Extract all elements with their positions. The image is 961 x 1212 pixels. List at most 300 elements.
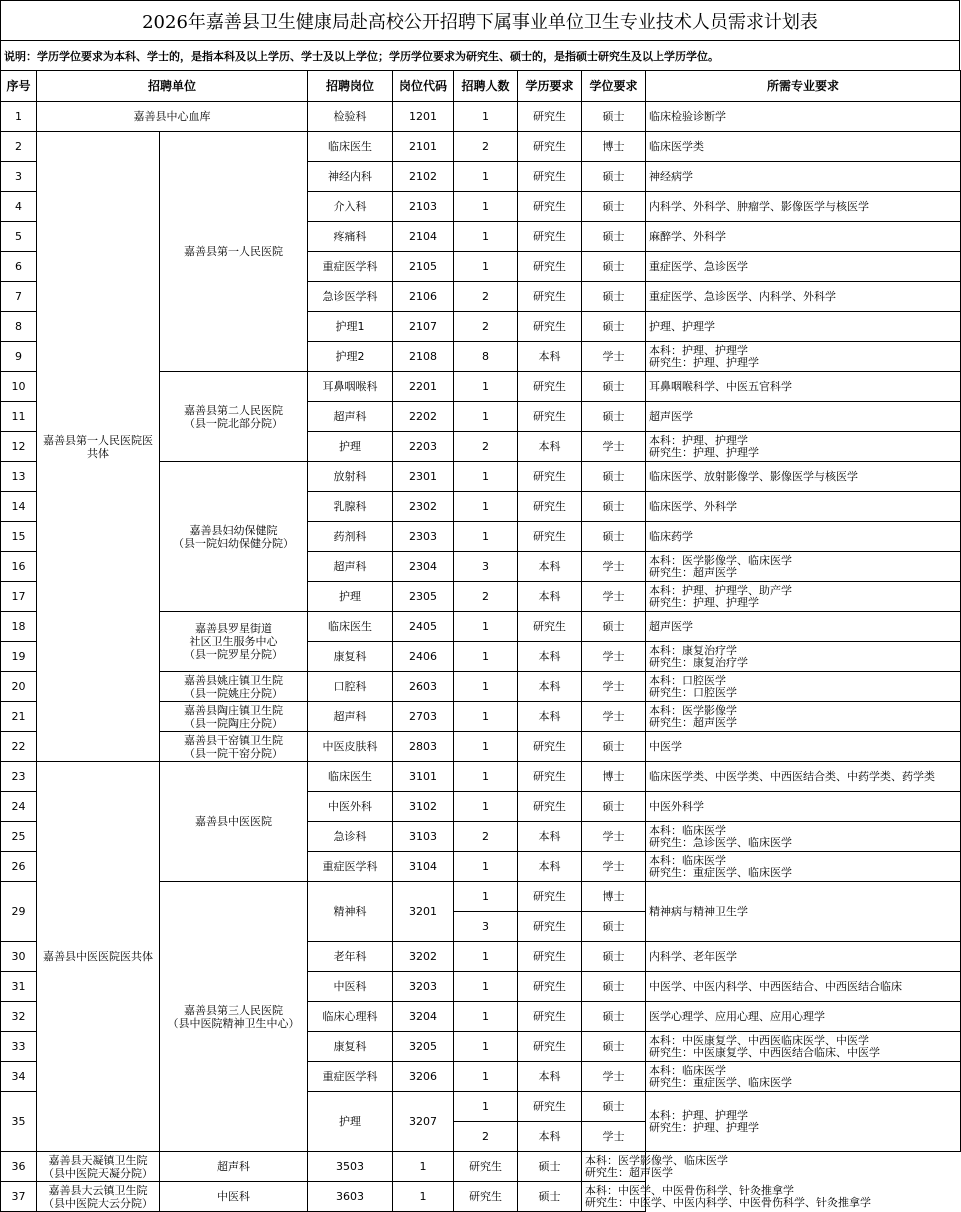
- text-line: 社区卫生服务中心: [189, 635, 278, 648]
- row-seq: 3: [1, 162, 37, 192]
- row-count: 2: [454, 282, 518, 312]
- row-post: 临床心理科: [308, 1002, 393, 1032]
- row-edu: 本科: [518, 822, 582, 852]
- row-code: 3207: [393, 1092, 454, 1152]
- row-edu: 研究生: [518, 222, 582, 252]
- row-degree: 硕士: [582, 492, 646, 522]
- row-code: 3202: [393, 942, 454, 972]
- row-post: 神经内科: [308, 162, 393, 192]
- table-row: [1, 1182, 961, 1212]
- row-degree: 硕士: [582, 372, 646, 402]
- major-line: 临床医学、放射影像学、影像医学与核医学: [649, 469, 859, 483]
- row-edu: 研究生: [518, 132, 582, 162]
- row-edu: 本科: [518, 432, 582, 462]
- row-edu: 研究生: [518, 1092, 582, 1122]
- row-degree: 学士: [582, 702, 646, 732]
- row-post: 放射科: [308, 462, 393, 492]
- row-degree: 博士: [582, 762, 646, 792]
- text-line: （县中医院天凝分院）: [43, 1166, 153, 1180]
- row-post: 临床医生: [308, 762, 393, 792]
- row-seq: 26: [1, 852, 37, 882]
- row-code: 2301: [393, 462, 454, 492]
- row-edu: 本科: [518, 672, 582, 702]
- row-degree: 学士: [582, 822, 646, 852]
- row-post: 康复科: [308, 642, 393, 672]
- row-seq: 30: [1, 942, 37, 972]
- row-major: [582, 1182, 872, 1212]
- row-count: 3: [454, 912, 518, 942]
- major-line: 医学心理学、应用心理、应用心理学: [649, 1009, 826, 1023]
- row-seq: 20: [1, 672, 37, 702]
- row-major: [646, 852, 961, 882]
- row-code: 2108: [393, 342, 454, 372]
- row-edu: 研究生: [518, 192, 582, 222]
- row-degree: 硕士: [582, 282, 646, 312]
- header-row: [1, 71, 961, 102]
- row-count: 1: [393, 1152, 454, 1182]
- row-seq: 37: [1, 1182, 37, 1212]
- row-degree: 硕士: [582, 402, 646, 432]
- row-post: 介入科: [308, 192, 393, 222]
- major-line: 重症医学、急诊医学、内科学、外科学: [649, 289, 837, 303]
- row-post: 中医外科: [308, 792, 393, 822]
- row-code: 3102: [393, 792, 454, 822]
- row-edu: 研究生: [518, 312, 582, 342]
- row-count: 1: [454, 1002, 518, 1032]
- page-title: 2026年嘉善县卫生健康局赴高校公开招聘下属事业单位卫生专业技术人员需求计划表: [0, 0, 960, 40]
- row-major: [646, 282, 961, 312]
- major-line: 研究生：中医学、中医内科学、中医骨伤科学、针灸推拿学: [585, 1195, 872, 1209]
- row-count: 1: [454, 732, 518, 762]
- row-seq: 29: [1, 882, 37, 942]
- row-post: 急诊科: [308, 822, 393, 852]
- text-line: 嘉善县陶庄镇卫生院: [184, 703, 283, 717]
- major-line: 精神病与精神卫生学: [649, 904, 749, 918]
- row-code: 2105: [393, 252, 454, 282]
- row-edu: 研究生: [518, 282, 582, 312]
- row-code: 2603: [393, 672, 454, 702]
- unit-name: [160, 372, 308, 462]
- text-line: （县中医院大云分院）: [43, 1196, 153, 1210]
- row-count: 1: [454, 852, 518, 882]
- row-major: [646, 462, 961, 492]
- table-row: [1, 1152, 961, 1182]
- row-post: 护理1: [308, 312, 393, 342]
- row-degree: 硕士: [518, 1182, 582, 1212]
- row-edu: 研究生: [518, 402, 582, 432]
- row-edu: 研究生: [518, 1002, 582, 1032]
- row-seq: 24: [1, 792, 37, 822]
- major-line: 研究生：超声医学: [649, 565, 738, 579]
- row-code: 2703: [393, 702, 454, 732]
- row-major: [646, 582, 961, 612]
- row-post: 重症医学科: [308, 1062, 393, 1092]
- text-line: 嘉善县第二人民医院: [184, 403, 283, 417]
- row-code: 2302: [393, 492, 454, 522]
- major-line: 本科：医学影像学、临床医学: [585, 1153, 729, 1167]
- header-post: 招聘岗位: [308, 71, 393, 102]
- row-edu: 本科: [518, 582, 582, 612]
- unit-name: [160, 462, 308, 612]
- row-post: 康复科: [308, 1032, 393, 1062]
- unit-name: [37, 1182, 160, 1212]
- unit-name: [160, 672, 308, 702]
- row-count: 2: [454, 822, 518, 852]
- text-line: 嘉善县第一人民医院: [184, 245, 283, 258]
- row-seq: 6: [1, 252, 37, 282]
- row-code: 3104: [393, 852, 454, 882]
- row-major: [646, 792, 961, 822]
- unit-name: [160, 612, 308, 672]
- row-seq: 10: [1, 372, 37, 402]
- major-line: 本科：护理、护理学: [649, 343, 749, 357]
- row-seq: 8: [1, 312, 37, 342]
- row-seq: 11: [1, 402, 37, 432]
- row-seq: 22: [1, 732, 37, 762]
- major-line: 本科：中医学、中医骨伤科学、针灸推拿学: [585, 1183, 795, 1197]
- row-code: 3203: [393, 972, 454, 1002]
- text-line: 嘉善县第一人民医院医共体: [43, 433, 153, 460]
- row-post: 临床医生: [308, 132, 393, 162]
- row-seq: 34: [1, 1062, 37, 1092]
- row-seq: 35: [1, 1092, 37, 1152]
- row-edu: 研究生: [454, 1152, 518, 1182]
- text-line: （县一院干窑分院）: [184, 746, 283, 760]
- row-seq: 23: [1, 762, 37, 792]
- row-degree: 学士: [582, 432, 646, 462]
- row-count: 1: [454, 162, 518, 192]
- major-line: 内科学、老年医学: [649, 949, 738, 963]
- row-code: 2406: [393, 642, 454, 672]
- major-line: 临床医学类、中医学类、中西医结合类、中药学类、药学类: [649, 769, 936, 783]
- row-edu: 研究生: [518, 882, 582, 912]
- row-major: [646, 162, 961, 192]
- row-edu: 研究生: [518, 792, 582, 822]
- row-count: 1: [454, 492, 518, 522]
- row-major: [646, 492, 961, 522]
- major-line: 研究生：重症医学、临床医学: [649, 865, 793, 879]
- row-count: 1: [454, 522, 518, 552]
- major-line: 本科：护理、护理学、助产学: [649, 583, 793, 597]
- text-line: （县一院姚庄分院）: [184, 686, 283, 700]
- major-line: 研究生：护理、护理学: [649, 445, 760, 459]
- row-major: [646, 342, 961, 372]
- text-line: （县一院陶庄分院）: [184, 716, 283, 730]
- table-row: [1, 102, 961, 132]
- row-count: 1: [454, 1062, 518, 1092]
- major-line: 耳鼻咽喉科学、中医五官科学: [649, 379, 793, 393]
- major-line: 本科：医学影像学、临床医学: [649, 553, 793, 567]
- major-line: 临床检验诊断学: [649, 109, 727, 123]
- major-line: 重症医学、急诊医学: [649, 259, 749, 273]
- row-edu: 研究生: [518, 732, 582, 762]
- row-edu: 本科: [518, 642, 582, 672]
- row-seq: 31: [1, 972, 37, 1002]
- row-code: 3603: [308, 1182, 393, 1212]
- row-major: [646, 372, 961, 402]
- row-degree: 学士: [582, 1062, 646, 1092]
- row-post: 重症医学科: [308, 852, 393, 882]
- row-degree: 学士: [582, 342, 646, 372]
- row-edu: 研究生: [518, 522, 582, 552]
- row-code: 2203: [393, 432, 454, 462]
- text-line: 嘉善县第三人民医院: [184, 1003, 283, 1017]
- row-count: 3: [454, 552, 518, 582]
- row-post: 口腔科: [308, 672, 393, 702]
- row-seq: 17: [1, 582, 37, 612]
- row-code: 3205: [393, 1032, 454, 1062]
- row-count: 1: [454, 252, 518, 282]
- major-line: 本科：临床医学: [649, 853, 727, 867]
- row-post: 超声科: [308, 702, 393, 732]
- row-major: [646, 102, 961, 132]
- row-post: 检验科: [308, 102, 393, 132]
- row-edu: 研究生: [518, 762, 582, 792]
- row-code: 1201: [393, 102, 454, 132]
- row-major: [646, 672, 961, 702]
- row-major: [646, 252, 961, 282]
- row-code: 3503: [308, 1152, 393, 1182]
- row-degree: 学士: [582, 552, 646, 582]
- text-line: （县一院妇幼保健分院）: [173, 536, 294, 550]
- row-major: [646, 1092, 961, 1152]
- row-count: 1: [454, 642, 518, 672]
- text-line: 嘉善县罗星街道: [195, 622, 272, 635]
- row-count: 2: [454, 132, 518, 162]
- row-post: 超声科: [160, 1152, 308, 1182]
- row-code: 2305: [393, 582, 454, 612]
- row-degree: 硕士: [582, 312, 646, 342]
- major-line: 中医学: [649, 739, 683, 753]
- major-line: 本科：中医康复学、中西医临床医学、中医学: [649, 1033, 870, 1047]
- text-line: （县一院罗星分院）: [184, 648, 283, 661]
- row-post: 护理2: [308, 342, 393, 372]
- row-degree: 硕士: [582, 162, 646, 192]
- header-unit: 招聘单位: [37, 71, 308, 102]
- row-count: 2: [454, 432, 518, 462]
- row-post: 重症医学科: [308, 252, 393, 282]
- row-count: 1: [454, 192, 518, 222]
- row-degree: 学士: [582, 672, 646, 702]
- major-line: 本科：护理、护理学: [649, 433, 749, 447]
- row-count: 1: [454, 672, 518, 702]
- row-degree: 硕士: [582, 522, 646, 552]
- row-count: 2: [454, 582, 518, 612]
- row-seq: 1: [1, 102, 37, 132]
- row-count: 1: [454, 222, 518, 252]
- row-seq: 33: [1, 1032, 37, 1062]
- row-major: [646, 222, 961, 252]
- unit-name: [160, 732, 308, 762]
- row-count: 2: [454, 1122, 518, 1152]
- major-line: 研究生：超声医学: [649, 715, 738, 729]
- row-major: [646, 702, 961, 732]
- row-edu: 本科: [518, 702, 582, 732]
- header-degree: 学位要求: [582, 71, 646, 102]
- row-seq: 25: [1, 822, 37, 852]
- row-count: 1: [454, 702, 518, 732]
- row-post: 中医皮肤科: [308, 732, 393, 762]
- row-code: 2104: [393, 222, 454, 252]
- header-edu: 学历要求: [518, 71, 582, 102]
- description-note: 说明：学历学位要求为本科、学士的，是指本科及以上学历、学士及以上学位；学历学位要求为研究生、硕士的，是指硕士研究生及以上学历学位。: [0, 40, 960, 70]
- row-code: 2101: [393, 132, 454, 162]
- row-edu: 研究生: [518, 612, 582, 642]
- row-major: [646, 822, 961, 852]
- major-line: 本科：康复治疗学: [649, 643, 738, 657]
- unit-name: [160, 882, 308, 1152]
- row-code: 2106: [393, 282, 454, 312]
- major-line: 研究生：护理、护理学: [649, 355, 760, 369]
- row-edu: 本科: [518, 852, 582, 882]
- row-major: [646, 642, 961, 672]
- major-line: 研究生：康复治疗学: [649, 655, 749, 669]
- row-edu: 研究生: [518, 162, 582, 192]
- major-line: 本科：临床医学: [649, 823, 727, 837]
- row-count: 1: [454, 972, 518, 1002]
- row-count: 8: [454, 342, 518, 372]
- text-line: 嘉善县姚庄镇卫生院: [184, 673, 283, 687]
- group-name: [37, 762, 160, 1152]
- row-seq: 36: [1, 1152, 37, 1182]
- row-count: 1: [454, 792, 518, 822]
- row-count: 1: [454, 1092, 518, 1122]
- row-major: [646, 882, 961, 942]
- major-line: 中医外科学: [649, 799, 705, 813]
- row-edu: 研究生: [518, 492, 582, 522]
- row-seq: 13: [1, 462, 37, 492]
- row-seq: 9: [1, 342, 37, 372]
- row-degree: 硕士: [582, 972, 646, 1002]
- row-seq: 4: [1, 192, 37, 222]
- major-line: 临床药学: [649, 529, 694, 543]
- header-code: 岗位代码: [393, 71, 454, 102]
- row-code: 2202: [393, 402, 454, 432]
- major-line: 研究生：护理、护理学: [649, 1120, 760, 1134]
- text-line: （县中医院精神卫生中心）: [167, 1016, 300, 1030]
- row-seq: 7: [1, 282, 37, 312]
- major-line: 超声医学: [649, 409, 694, 423]
- major-line: 研究生：中医康复学、中西医结合临床、中医学: [649, 1045, 881, 1059]
- row-code: 3206: [393, 1062, 454, 1092]
- table-row: [1, 132, 961, 162]
- row-edu: 研究生: [454, 1182, 518, 1212]
- row-seq: 14: [1, 492, 37, 522]
- row-count: 1: [454, 882, 518, 912]
- row-code: 2803: [393, 732, 454, 762]
- major-line: 研究生：重症医学、临床医学: [649, 1075, 793, 1089]
- row-code: 2405: [393, 612, 454, 642]
- row-major: [646, 1062, 961, 1092]
- row-edu: 本科: [518, 552, 582, 582]
- row-count: 1: [454, 372, 518, 402]
- major-line: 本科：医学影像学: [649, 703, 738, 717]
- row-edu: 研究生: [518, 942, 582, 972]
- row-post: 超声科: [308, 402, 393, 432]
- row-major: [646, 972, 961, 1002]
- row-degree: 硕士: [582, 1092, 646, 1122]
- major-line: 研究生：急诊医学、临床医学: [649, 835, 793, 849]
- row-degree: 硕士: [582, 222, 646, 252]
- row-code: 2303: [393, 522, 454, 552]
- row-degree: 学士: [582, 1122, 646, 1152]
- row-count: 1: [454, 402, 518, 432]
- row-code: 2103: [393, 192, 454, 222]
- row-post: 护理: [308, 1092, 393, 1152]
- row-code: 2304: [393, 552, 454, 582]
- unit-name: [160, 762, 308, 882]
- row-major: [646, 612, 961, 642]
- row-degree: 硕士: [582, 192, 646, 222]
- row-post: 护理: [308, 432, 393, 462]
- major-line: 本科：临床医学: [649, 1063, 727, 1077]
- row-edu: 研究生: [518, 252, 582, 282]
- row-seq: 15: [1, 522, 37, 552]
- unit-name: [160, 702, 308, 732]
- row-degree: 硕士: [582, 252, 646, 282]
- group-name: [37, 132, 160, 762]
- row-major: [646, 1032, 961, 1062]
- header-seq: 序号: [1, 71, 37, 102]
- row-degree: 博士: [582, 132, 646, 162]
- row-post: 中医科: [308, 972, 393, 1002]
- row-code: 3204: [393, 1002, 454, 1032]
- major-line: 护理、护理学: [649, 319, 716, 333]
- row-major: [646, 732, 961, 762]
- row-seq: 32: [1, 1002, 37, 1032]
- row-code: 3103: [393, 822, 454, 852]
- text-line: 嘉善县中医医院医共体: [43, 950, 153, 963]
- row-major: [646, 552, 961, 582]
- row-count: 2: [454, 312, 518, 342]
- major-line: 临床医学类: [649, 139, 705, 153]
- row-seq: 2: [1, 132, 37, 162]
- unit-name: [160, 132, 308, 372]
- text-line: 嘉善县大云镇卫生院: [48, 1183, 148, 1197]
- major-line: 本科：口腔医学: [649, 673, 727, 687]
- row-major: [646, 522, 961, 552]
- row-degree: 硕士: [582, 942, 646, 972]
- row-post: 乳腺科: [308, 492, 393, 522]
- row-major: [646, 1002, 961, 1032]
- row-degree: 硕士: [582, 1002, 646, 1032]
- row-code: 2201: [393, 372, 454, 402]
- row-major: [646, 942, 961, 972]
- row-code: 3101: [393, 762, 454, 792]
- row-post: 急诊医学科: [308, 282, 393, 312]
- row-seq: 18: [1, 612, 37, 642]
- row-seq: 5: [1, 222, 37, 252]
- row-post: 疼痛科: [308, 222, 393, 252]
- row-degree: 硕士: [582, 732, 646, 762]
- major-line: 研究生：护理、护理学: [649, 595, 760, 609]
- row-code: 2102: [393, 162, 454, 192]
- row-degree: 学士: [582, 642, 646, 672]
- text-line: 嘉善县天凝镇卫生院: [48, 1153, 148, 1167]
- unit-name: [37, 1152, 160, 1182]
- row-edu: 本科: [518, 1122, 582, 1152]
- major-line: 临床医学、外科学: [649, 499, 738, 513]
- row-post: 精神科: [308, 882, 393, 942]
- row-code: 2107: [393, 312, 454, 342]
- row-post: 耳鼻咽喉科: [308, 372, 393, 402]
- table-body: [1, 102, 961, 1212]
- row-edu: 研究生: [518, 462, 582, 492]
- unit-name: 嘉善县中心血库: [37, 102, 308, 132]
- row-post: 超声科: [308, 552, 393, 582]
- row-degree: 硕士: [518, 1152, 582, 1182]
- row-degree: 学士: [582, 582, 646, 612]
